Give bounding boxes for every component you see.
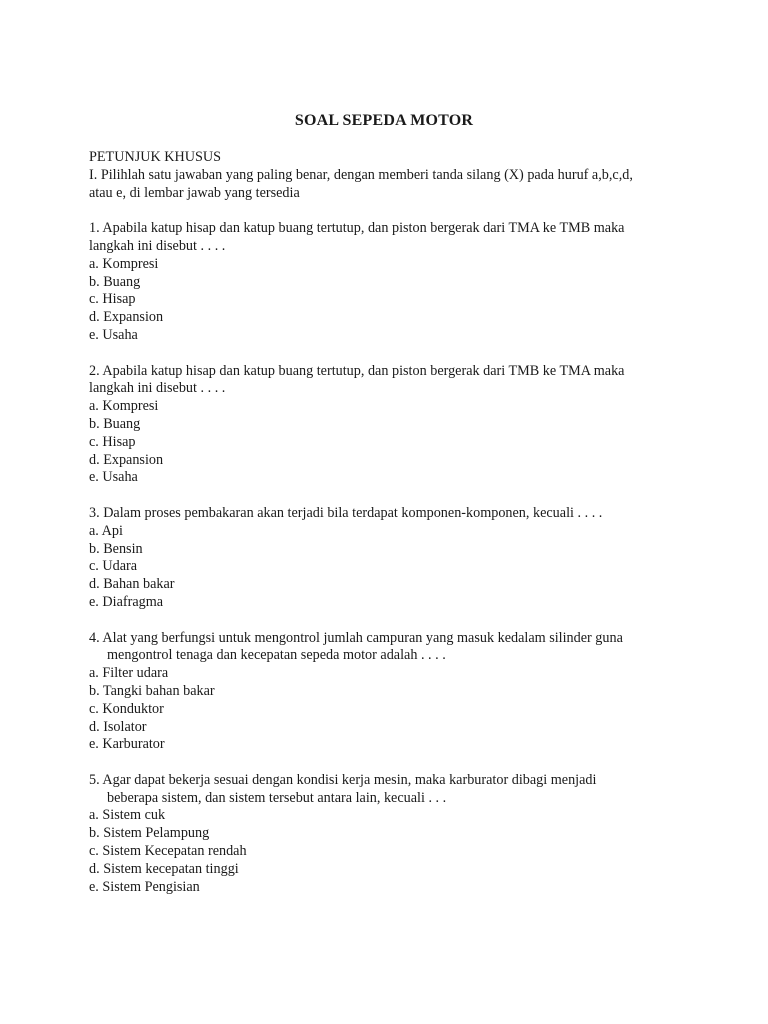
question-text: 1. Apabila katup hisap dan katup buang tertutup, dan piston bergerak dari TMA ke TMB maka bbox=[89, 220, 625, 237]
instructions-section bbox=[89, 149, 689, 202]
question-text-continued: langkah ini disebut . . . . bbox=[89, 237, 226, 254]
option-e: e. Karburator bbox=[89, 736, 165, 753]
option-d: d. Expansion bbox=[89, 451, 164, 468]
option-e: e. Usaha bbox=[89, 326, 138, 343]
option-c: c. Sistem Kecepatan rendah bbox=[89, 843, 247, 860]
instructions-line-1: I. Pilihlah satu jawaban yang paling benar, dengan memberi tanda silang (X) pada huruf a,b,c,d, bbox=[89, 166, 633, 183]
option-c: c. Hisap bbox=[89, 291, 136, 308]
option-c: c. Udara bbox=[89, 558, 138, 575]
option-d: d. Expansion bbox=[89, 309, 164, 326]
option-a: a. Kompresi bbox=[89, 398, 159, 415]
instructions-line-2: atau e, di lembar jawab yang tersedia bbox=[89, 184, 300, 201]
option-c: c. Konduktor bbox=[89, 700, 164, 717]
option-d: d. Bahan bakar bbox=[89, 576, 175, 593]
question-text-continued: beberapa sistem, dan sistem tersebut antara lain, kecuali . . . bbox=[107, 789, 447, 806]
option-d: d. Isolator bbox=[89, 718, 147, 735]
question-text: 5. Agar dapat bekerja sesuai dengan kondisi kerja mesin, maka karburator dibagi menjadi bbox=[89, 771, 597, 788]
question-3 bbox=[89, 505, 689, 612]
option-a: a. Filter udara bbox=[89, 665, 169, 682]
option-b: b. Buang bbox=[89, 273, 141, 290]
option-b: b. Sistem Pelampung bbox=[89, 825, 210, 842]
option-a: a. Kompresi bbox=[89, 255, 159, 272]
option-b: b. Tangki bahan bakar bbox=[89, 682, 215, 699]
question-text: 3. Dalam proses pembakaran akan terjadi bila terdapat komponen-komponen, kecuali . . . . bbox=[89, 504, 603, 521]
option-c: c. Hisap bbox=[89, 433, 136, 450]
instructions-heading: PETUNJUK KHUSUS bbox=[89, 149, 222, 165]
question-5 bbox=[89, 772, 689, 897]
option-a: a. Api bbox=[89, 522, 123, 539]
question-text: 4. Alat yang berfungsi untuk mengontrol jumlah campuran yang masuk kedalam silinder guna bbox=[89, 629, 623, 646]
option-a: a. Sistem cuk bbox=[89, 807, 166, 824]
option-b: b. Bensin bbox=[89, 540, 143, 557]
question-text-continued: mengontrol tenaga dan kecepatan sepeda motor adalah . . . . bbox=[107, 647, 446, 664]
question-text-continued: langkah ini disebut . . . . bbox=[89, 380, 226, 397]
question-text: 2. Apabila katup hisap dan katup buang tertutup, dan piston bergerak dari TMB ke TMA maka bbox=[89, 362, 625, 379]
question-4 bbox=[89, 630, 689, 755]
document-body bbox=[89, 149, 689, 914]
option-e: e. Diafragma bbox=[89, 593, 164, 610]
question-1 bbox=[89, 220, 689, 345]
option-d: d. Sistem kecepatan tinggi bbox=[89, 860, 239, 877]
option-e: e. Usaha bbox=[89, 469, 138, 486]
option-b: b. Buang bbox=[89, 415, 141, 432]
option-e: e. Sistem Pengisian bbox=[89, 878, 200, 895]
page-title: SOAL SEPEDA MOTOR bbox=[294, 112, 474, 129]
question-2 bbox=[89, 363, 689, 488]
